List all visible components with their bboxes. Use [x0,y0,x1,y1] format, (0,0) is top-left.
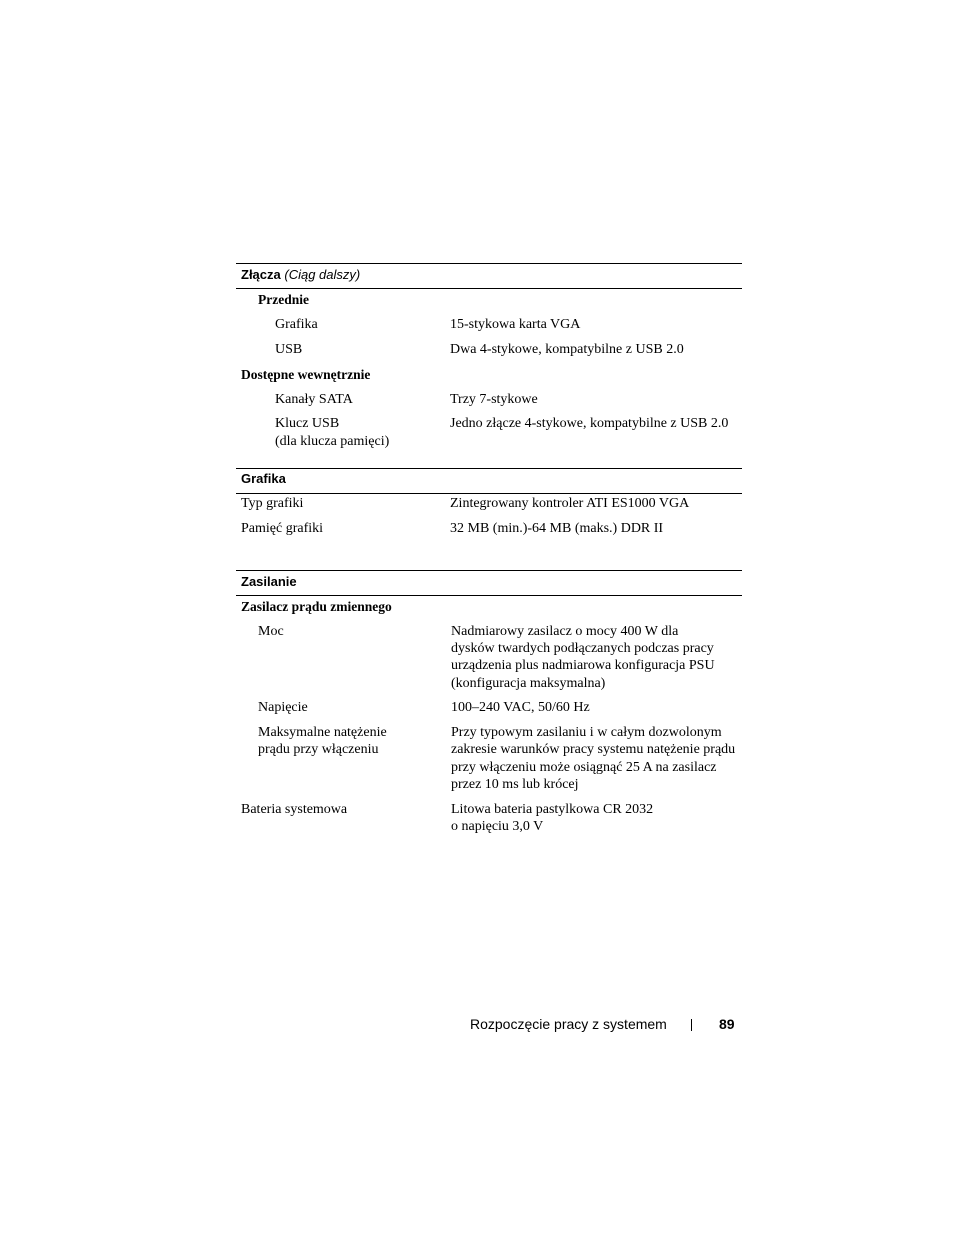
row-label-usb-key: Klucz USB [275,416,340,431]
row-value-inrush-line: przez 10 ms lub krócej [451,777,579,792]
row-value-power-line: dysków twardych podłączanych podczas pracy [451,641,714,656]
row-value-power-line: urządzenia plus nadmiarowa konfiguracja PSU [451,658,715,673]
section-top-rule [236,263,742,264]
row-value-voltage: 100–240 VAC, 50/60 Hz [451,700,590,715]
section-top-rule [236,570,742,571]
row-label-inrush: prądu przy włączeniu [258,742,379,757]
section-top-rule [236,468,742,469]
row-value-inrush-line: zakresie warunków pracy systemu natężenie prądu [451,742,736,757]
row-value-usb: Dwa 4-stykowe, kompatybilne z USB 2.0 [450,342,684,357]
row-label-sata: Kanały SATA [275,392,353,407]
row-value-power-line: (konfiguracja maksymalna) [451,676,606,691]
section-header-rule [236,288,742,289]
section-title-grafika: Grafika [241,471,286,486]
section-title-text: Złącza [241,267,281,282]
row-value-sata: Trzy 7-stykowe [450,392,538,407]
footer-chapter-title: Rozpoczęcie pracy z systemem [470,1016,667,1032]
row-label-voltage: Napięcie [258,700,308,715]
subheader-internal: Dostępne wewnętrznie [241,367,371,382]
row-label-usb-key-note: (dla klucza pamięci) [275,434,390,449]
row-label-battery: Bateria systemowa [241,802,348,817]
row-label-power: Moc [258,624,284,639]
row-label-graphics-type: Typ grafiki [241,496,304,511]
subheader-front: Przednie [258,292,309,307]
row-label-inrush: Maksymalne natężenie [258,725,387,740]
row-label-usb: USB [275,342,303,357]
row-value-graphics-type: Zintegrowany kontroler ATI ES1000 VGA [450,496,690,511]
footer-separator [691,1019,692,1031]
section-title-zlacza [241,267,360,282]
row-value-graphics-memory: 32 MB (min.)-64 MB (maks.) DDR II [450,521,664,536]
section-header-rule [236,595,742,596]
section-title-continued: (Ciąg dalszy) [284,267,361,282]
row-value-battery-line: o napięciu 3,0 V [451,819,544,834]
row-value-inrush-line: przy włączeniu może osiągnąć 25 A na zasilacz [451,760,717,775]
section-title-zasilanie: Zasilanie [241,574,297,589]
row-value-usb-key: Jedno złącze 4-stykowe, kompatybilne z USB 2.0 [450,416,729,431]
row-label-graphics-memory: Pamięć grafiki [241,521,324,536]
subheader-ac-supply: Zasilacz prądu zmiennego [241,599,392,614]
row-label-graphics: Grafika [275,317,318,332]
row-value-battery-line: Litowa bateria pastylkowa CR 2032 [451,802,654,817]
row-value-inrush-line: Przy typowym zasilaniu i w całym dozwolonym [451,725,722,740]
section-header-rule [236,493,742,494]
row-value-graphics: 15-stykowa karta VGA [450,317,581,332]
page-number: 89 [719,1016,735,1032]
row-value-power-line: Nadmiarowy zasilacz o mocy 400 W dla [451,624,679,639]
